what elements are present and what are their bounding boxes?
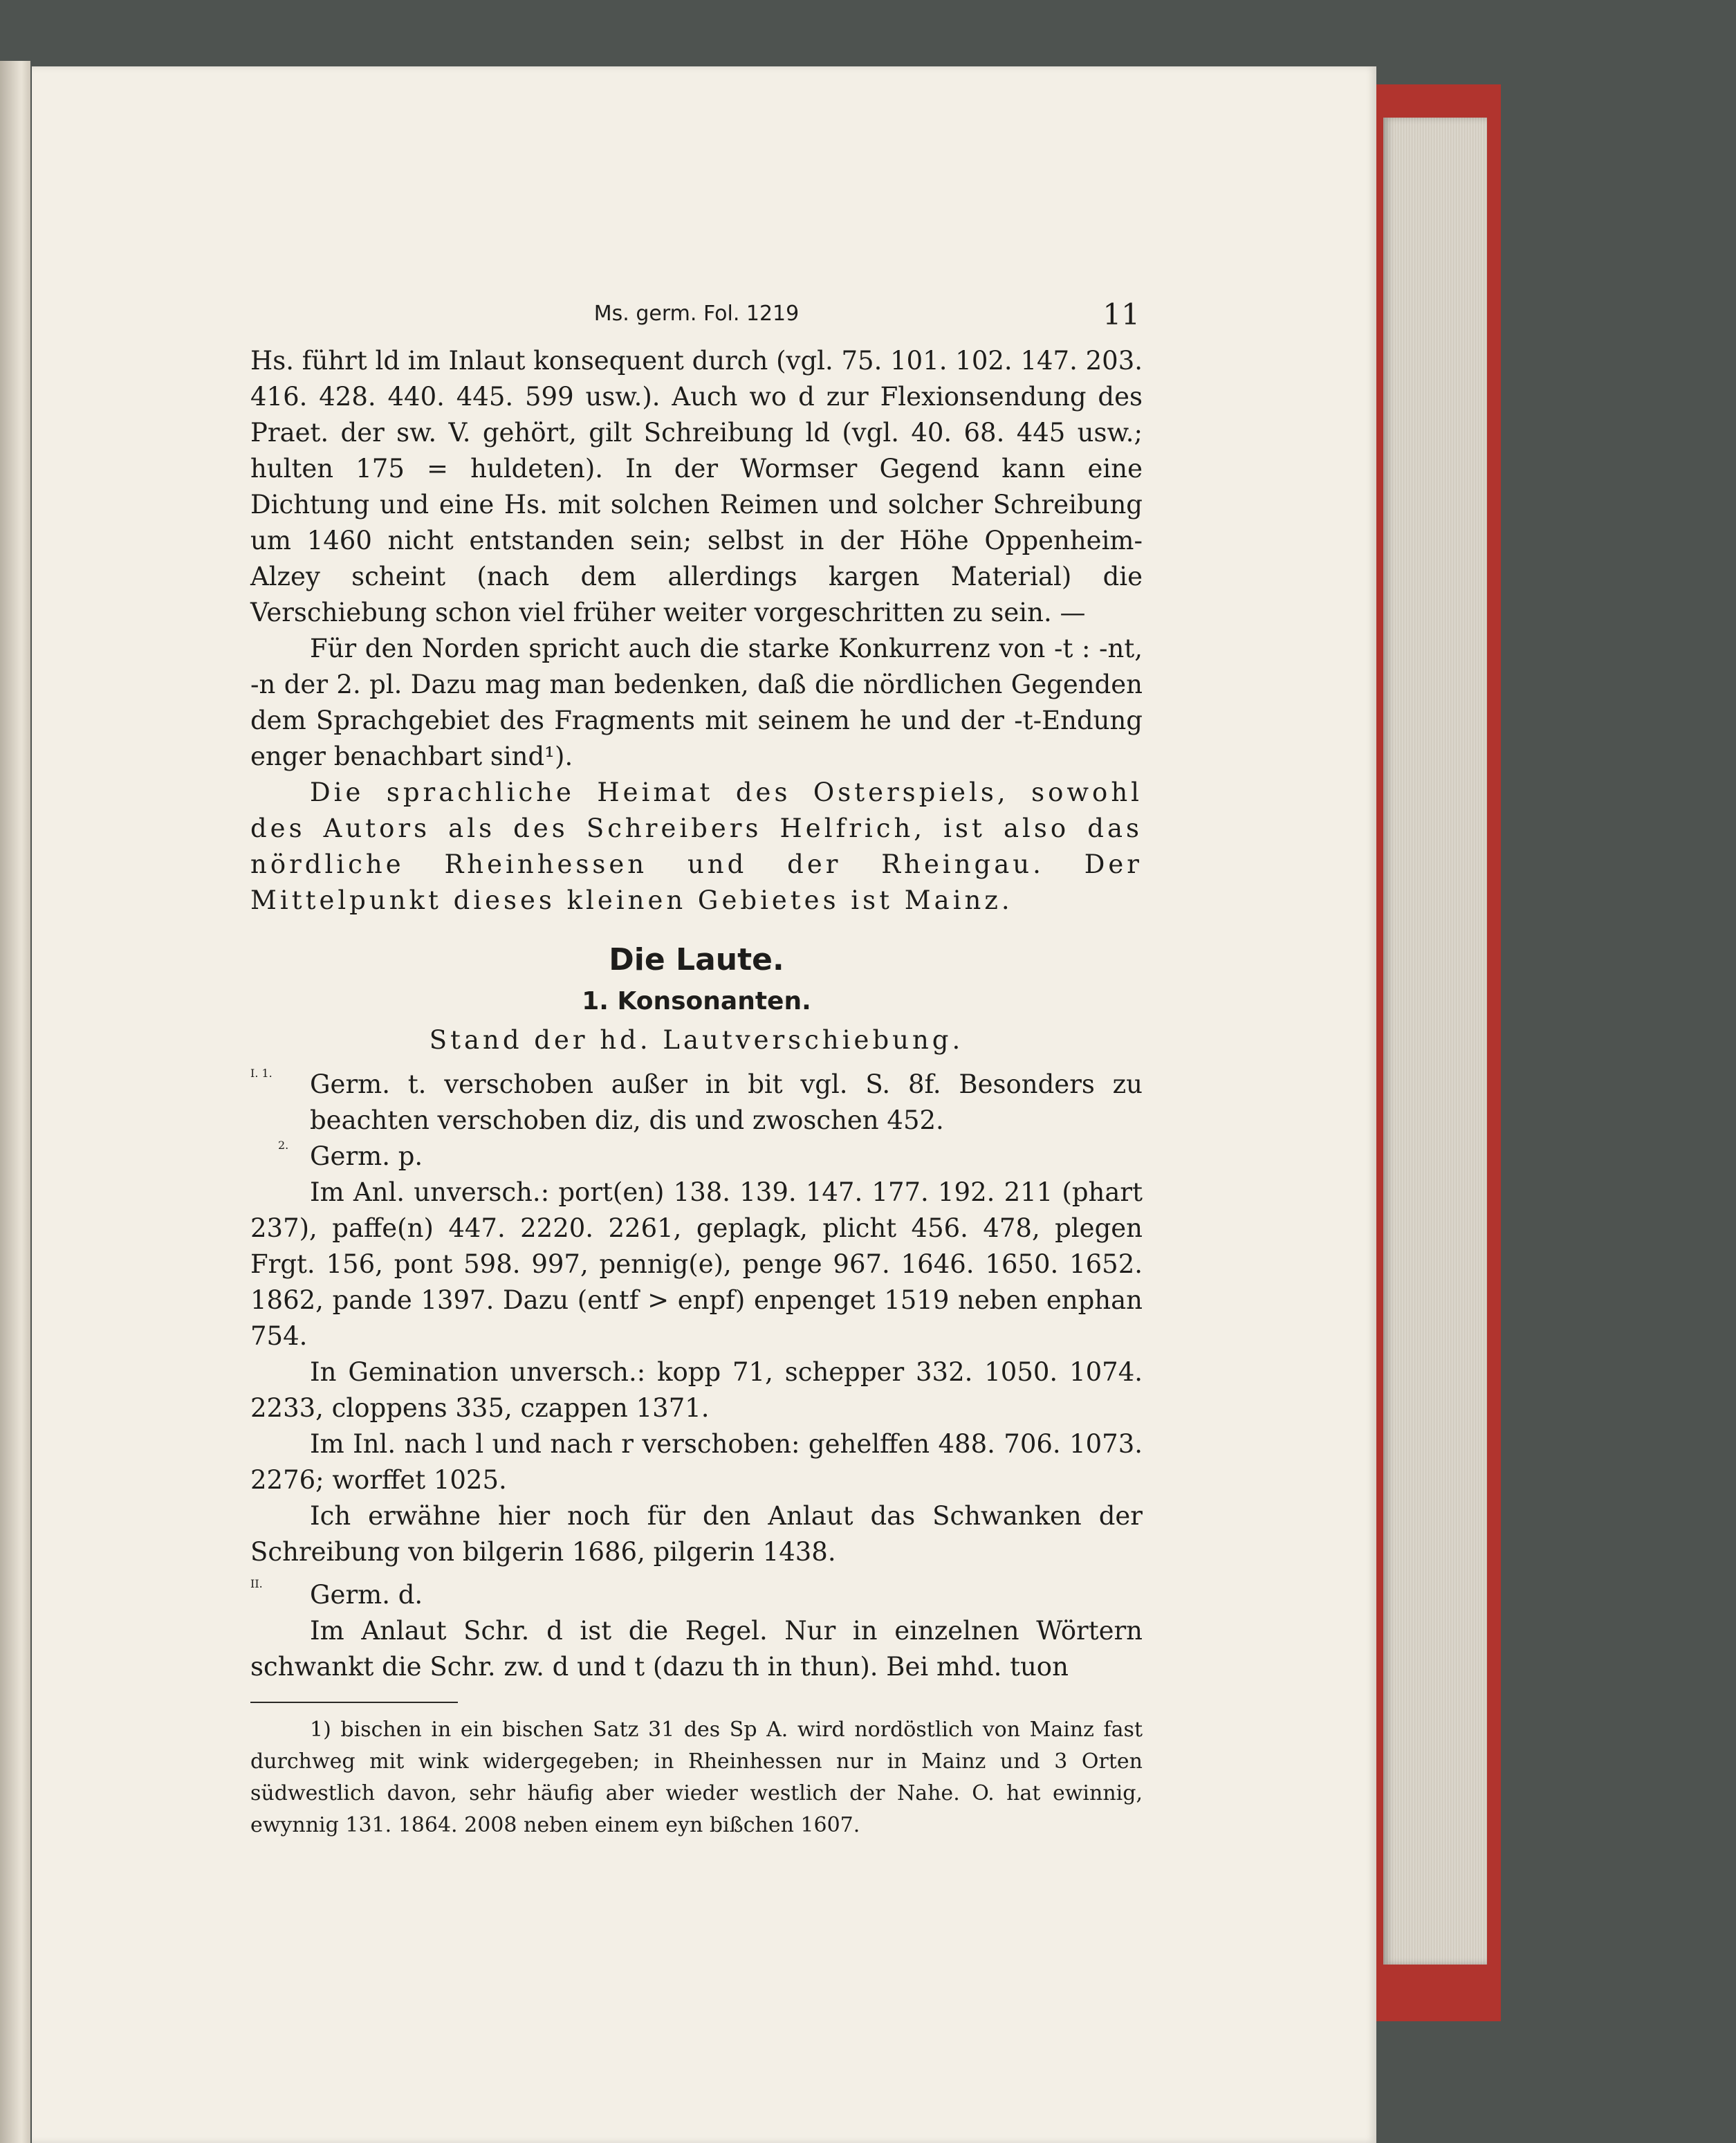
page-number: 11 <box>1102 297 1140 331</box>
footnote-rule <box>250 1702 458 1703</box>
list-number: I. 1. <box>250 1067 273 1080</box>
footnote: 1) bischen in ein bischen Satz 31 des Sp A. wird nordöstlich von Mainz fast durchweg mit wink widergegeben; in Rheinhessen nur in Mainz und 3 Orten südwestlich davon, sehr häufig aber wieder westlich der Nahe. O. hat ewinnig, ewynnig 131. 1864. 2008 neben einem eyn bißchen 1607. <box>250 1718 1143 1837</box>
paragraph-schwanken: Ich erwähne hier noch für den Anlaut das Schwanken der Schreibung von bilgerin 1686, pilgerin 1438. <box>250 1501 1143 1567</box>
section-heading: Die Laute. <box>609 942 784 977</box>
running-head: Ms. germ. Fol. 1219 <box>593 302 800 326</box>
paragraph-3: Die sprachliche Heimat des Osterspiels, sowohl des Autors als des Schreibers Helfrich, ist also das nördliche Rheinhessen und der Rheingau. Der Mittelpunkt dieses kleinen Gebietes ist Mainz. <box>250 778 1143 915</box>
list-item-text: Germ. t. verschoben außer in bit vgl. S. 8f. Besonders zu beachten verschoben diz, dis und zwoschen 452. <box>310 1069 1143 1135</box>
paragraph-gemination: In Gemination unversch.: kopp 71, schepper 332. 1050. 1074. 2233, cloppens 335, czappen 1371. <box>250 1357 1143 1423</box>
page-stack-edge <box>1383 118 1487 1965</box>
paragraph-inlaut: Im Inl. nach l und nach r verschoben: gehelffen 488. 706. 1073. 2276; worffet 1025. <box>250 1429 1143 1495</box>
list-item-3 <box>250 1577 1143 1613</box>
list-item-2 <box>250 1139 1143 1175</box>
book-page <box>32 66 1376 2143</box>
page-header <box>250 295 1143 343</box>
facing-page-edge <box>0 61 30 2143</box>
paragraph-1: Hs. führt ld im Inlaut konsequent durch (vgl. 75. 101. 102. 147. 203. 416. 428. 440. 445. 599 usw.). Auch wo d zur Flexionsendung des Praet. der sw. V. gehört, gilt Schreibung ld (vgl. 40. 68. 445 usw.; hulten 175 = huldeten). In der Wormser Gegend kann eine Dichtung und eine Hs. mit solchen Reimen und solcher Schreibung um 1460 nicht entstanden sein; selbst in der Höhe Oppenheim-Alzey scheint (nach dem allerdings kargen Material) die Verschiebung schon viel früher weiter vorgeschritten zu sein. — <box>250 346 1143 627</box>
subsubsection-heading: Stand der hd. Lautverschiebung. <box>429 1025 964 1055</box>
list-number: 2. <box>278 1139 289 1152</box>
list-item-text: Germ. d. <box>310 1580 423 1610</box>
subsection-heading: 1. Konsonanten. <box>582 987 811 1015</box>
list-number: II. <box>250 1577 263 1590</box>
list-item-text: Germ. p. <box>310 1141 423 1171</box>
list-item-1 <box>250 1067 1143 1139</box>
paragraph-anlaut-d: Im Anlaut Schr. d ist die Regel. Nur in einzelnen Wörtern schwankt die Schr. zw. d und t (dazu th in thun). Bei mhd. tuon <box>250 1616 1143 1682</box>
paragraph-anlaut-p: Im Anl. unversch.: port(en) 138. 139. 147. 177. 192. 211 (phart 237), paffe(n) 447. 2220. 2261, geplagk, plicht 456. 478, plegen Frgt. 156, pont 598. 997, pennig(e), penge 967. 1646. 1650. 1652. 1862, pande 1397. Dazu (entf > enpf) enpenget 1519 neben enphan 754. <box>250 1177 1143 1351</box>
paragraph-2: Für den Norden spricht auch die starke Konkurrenz von -t : -nt, -n der 2. pl. Dazu mag man bedenken, daß die nördlichen Gegenden dem Sprachgebiet des Fragments mit seinem he und der -t-Endung enger benachbart sind¹). <box>250 634 1143 771</box>
page-content <box>250 295 1143 1841</box>
